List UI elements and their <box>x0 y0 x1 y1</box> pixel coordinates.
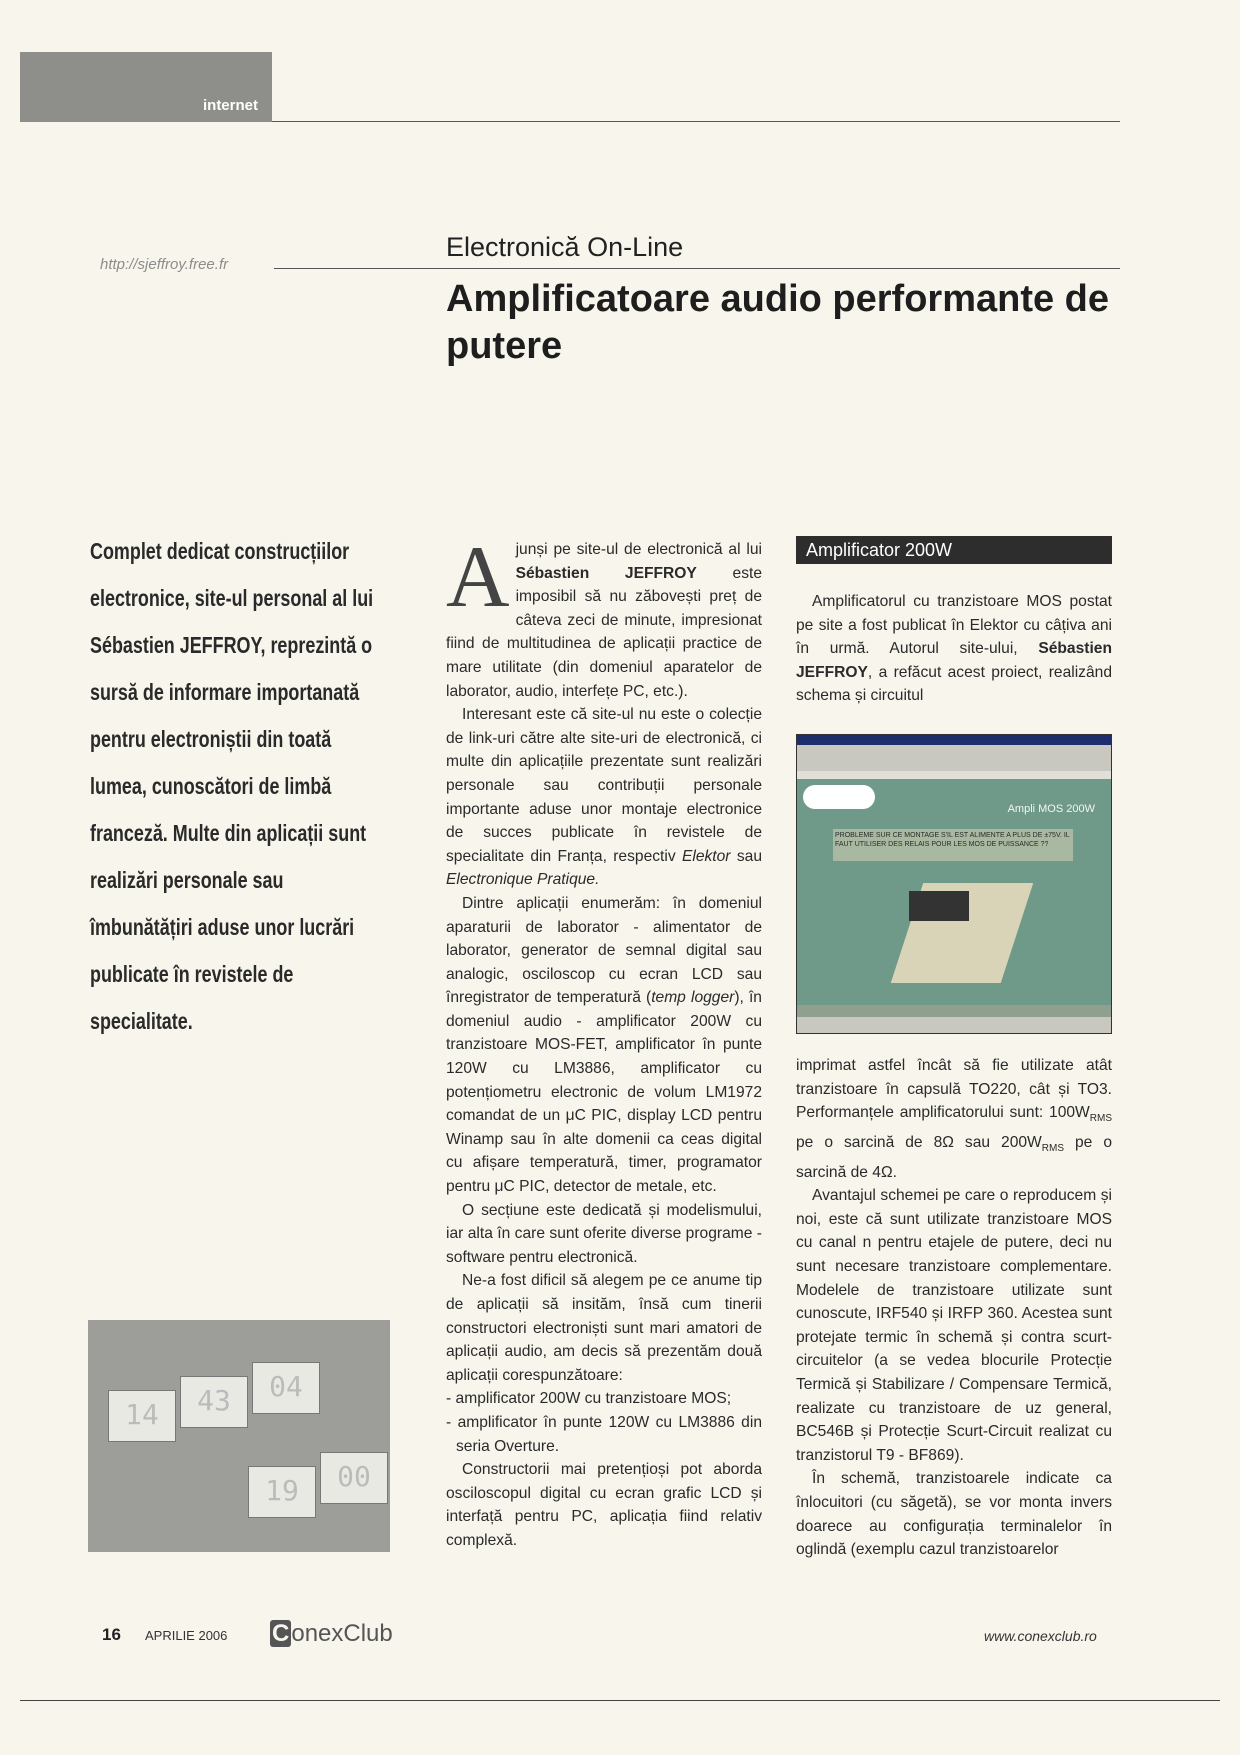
digit-display: 00 <box>320 1452 388 1504</box>
paragraph: Avantajul schemei pe care o reproducem și noi, este că sunt utilizate tranzistoare MOS cu canal n pentru etajele de putere, deci nu sunt necesare tranzistoare complementare. Modelele de tranzistoare utilizate sunt cunoscute, IRF540 și IRFP 360. Acestea sunt protejate termic în schemă și contra scurt-circuitelor (a se vedea blocurile Protecție Termică și Stabilizare / Compensare Termică, realizate cu tranzistoare de uz general, BC546B și Protecție Scurt-Circuit realizat cu tranzistorul T9 - BF869). <box>796 1187 1112 1464</box>
magazine-name: Electronique Pratique. <box>446 871 600 889</box>
magazine-name: Elektor <box>681 847 731 865</box>
warning-note: PROBLEME SUR CE MONTAGE S'IL EST ALIMENTE A PLUS DE ±75V. IL FAUT UTILISER DES RELAIS POUR LES MOS DE PUISSANCE ?? <box>833 829 1073 861</box>
website-screenshot <box>796 734 1112 1034</box>
paragraph: În schemă, tranzistoarele indicate ca înlocuitori (cu săgetă), se vor monta invers doarece au configurația terminalelor în oglindă (exemplu cazul tranzistoarelor <box>796 1470 1112 1559</box>
sidebar-title: Amplificator 200W <box>796 536 1112 564</box>
footer-url: www.conexclub.ro <box>984 1628 1097 1644</box>
digit-display: 43 <box>180 1376 248 1428</box>
page-content <box>797 779 1111 1005</box>
text: junși pe site-ul de electronică al lui <box>515 541 762 558</box>
digit-display: 19 <box>248 1466 316 1518</box>
browser-toolbar <box>797 745 1111 771</box>
text: Dintre aplicații enumerăm: în domeniul aparaturii de laborator - alimentator de laborator, generator de semnal digital sau analogic, osciloscop cu ecran LCD sau înregistrator de temperatură ( <box>446 894 762 1007</box>
text: , a refăcut acest proiect, realizând schema și circuitul <box>796 663 1112 705</box>
logo-text: onexClub <box>291 1620 393 1647</box>
conexclub-logo <box>270 1620 393 1648</box>
paragraph: Constructorii mai pretențioși pot aborda osciloscopul digital cu ecran grafic LCD și interfață pentru PC, aplicația fiind relativ complexă. <box>446 1461 762 1549</box>
intro-text: Complet dedicat construcțiilor electronice, site-ul personal al lui Sébastien JEFFROY, reprezintă o sursă de informare importanată pentru electroniștii din toată lumea, cunoscători de limbă franceză. Multe din aplicații sunt realizări personale sau îmbunătățiri aduse unor lucrări publicate în revistele de specialitate. <box>90 538 374 1034</box>
section-tab <box>20 52 272 122</box>
text: Interesant este că site-ul nu este o colecție de link-uri către alte site-uri de electronică, ci multe din aplicațiile prezentate sunt realizări personale sau contribuții personale importante aduse unor montaje electronice de succes publicate în revistele de specialitate din Franța, respectiv <box>446 706 762 865</box>
section-label: internet <box>202 97 258 114</box>
bottom-rule <box>20 1700 1220 1701</box>
page-number: 16 <box>102 1625 121 1644</box>
digit-display: 14 <box>108 1390 176 1442</box>
paragraph: Ne-a fost dificil să alegem pe ce anume tip de aplicații să insităm, însă cum tinerii constructori electroniști sunt mari amatori de aplicații audio, am decis să prezentăm două aplicații corespunzătoare: <box>446 1272 762 1384</box>
list-item: - amplificator 200W cu tranzistoare MOS; <box>446 1390 732 1408</box>
paragraph: O secțiune este dedicată și modelismului, iar alta în care sunt oferite diverse programe - software pentru electronică. <box>446 1201 762 1266</box>
digit-display: 04 <box>252 1362 320 1414</box>
page-label: Ampli MOS 200W <box>1007 803 1095 815</box>
list-item: - amplificator în punte 120W cu LM3886 din seria Overture. <box>446 1413 762 1455</box>
article-column-2 <box>446 529 763 1553</box>
site-url: http://sjeffroy.free.fr <box>100 256 229 273</box>
drop-cap: A <box>446 529 510 626</box>
text: ), în domeniul audio - amplificator 200W cu tranzistoare MOS-FET, amplificator în punte 120W cu LM3886, amplificator cu potențiometru electronic de volum LM1972 comandat de un μC PIC, display LCD pentru Winamp sau în alte domenii ca ceas digital cu afișare temperatură, timer, programator pentru μC PIC, detector de metale, etc. <box>446 989 762 1196</box>
sidebar-text-top <box>796 590 1112 708</box>
headline: Amplificatoare audio performante de putere <box>446 278 1110 367</box>
text: imprimat astfel încât să fie utilizate atât tranzistoare în capsulă TO220, cât și TO3. Performanțele amplificatorului sunt: 100W <box>796 1057 1112 1122</box>
subscript: RMS <box>1041 1143 1064 1154</box>
title-rule <box>274 268 1120 269</box>
logo-mark: C <box>272 1620 290 1647</box>
term: temp logger <box>651 989 735 1007</box>
badge <box>803 785 875 809</box>
clock-photo <box>88 1320 390 1552</box>
subscript: RMS <box>1089 1113 1112 1125</box>
issue-date: APRILIE 2006 <box>145 1628 228 1643</box>
heatsink-image <box>909 891 969 921</box>
kicker: Electronică On-Line <box>446 232 684 262</box>
text: pe o sarcină de 4Ω. <box>796 1133 1112 1181</box>
author-name: Sébastien JEFFROY <box>515 564 697 582</box>
text: Amplificatorul cu tranzistoare MOS postat pe site a fost publicat în Elektor cu câțiva ani în urmă. Autorul site-ului, <box>796 593 1112 658</box>
header-rule <box>272 121 1120 122</box>
taskbar <box>797 1017 1111 1033</box>
text: este imposibil să nu zăbovești preț de câteva zeci de minute, impresionat fiind de multitudinea de aplicații practice de mare utilitate (din domeniul aparatelor de laborator, audio, interfețe PC, etc.). <box>446 564 763 700</box>
author-name: Sébastien JEFFROY <box>796 640 1112 681</box>
sidebar-text-bottom <box>796 1054 1112 1562</box>
window-titlebar <box>797 735 1111 745</box>
text: pe o sarcină de 8Ω sau 200W <box>796 1133 1042 1151</box>
address-bar <box>797 771 1111 779</box>
text: sau <box>730 847 762 865</box>
